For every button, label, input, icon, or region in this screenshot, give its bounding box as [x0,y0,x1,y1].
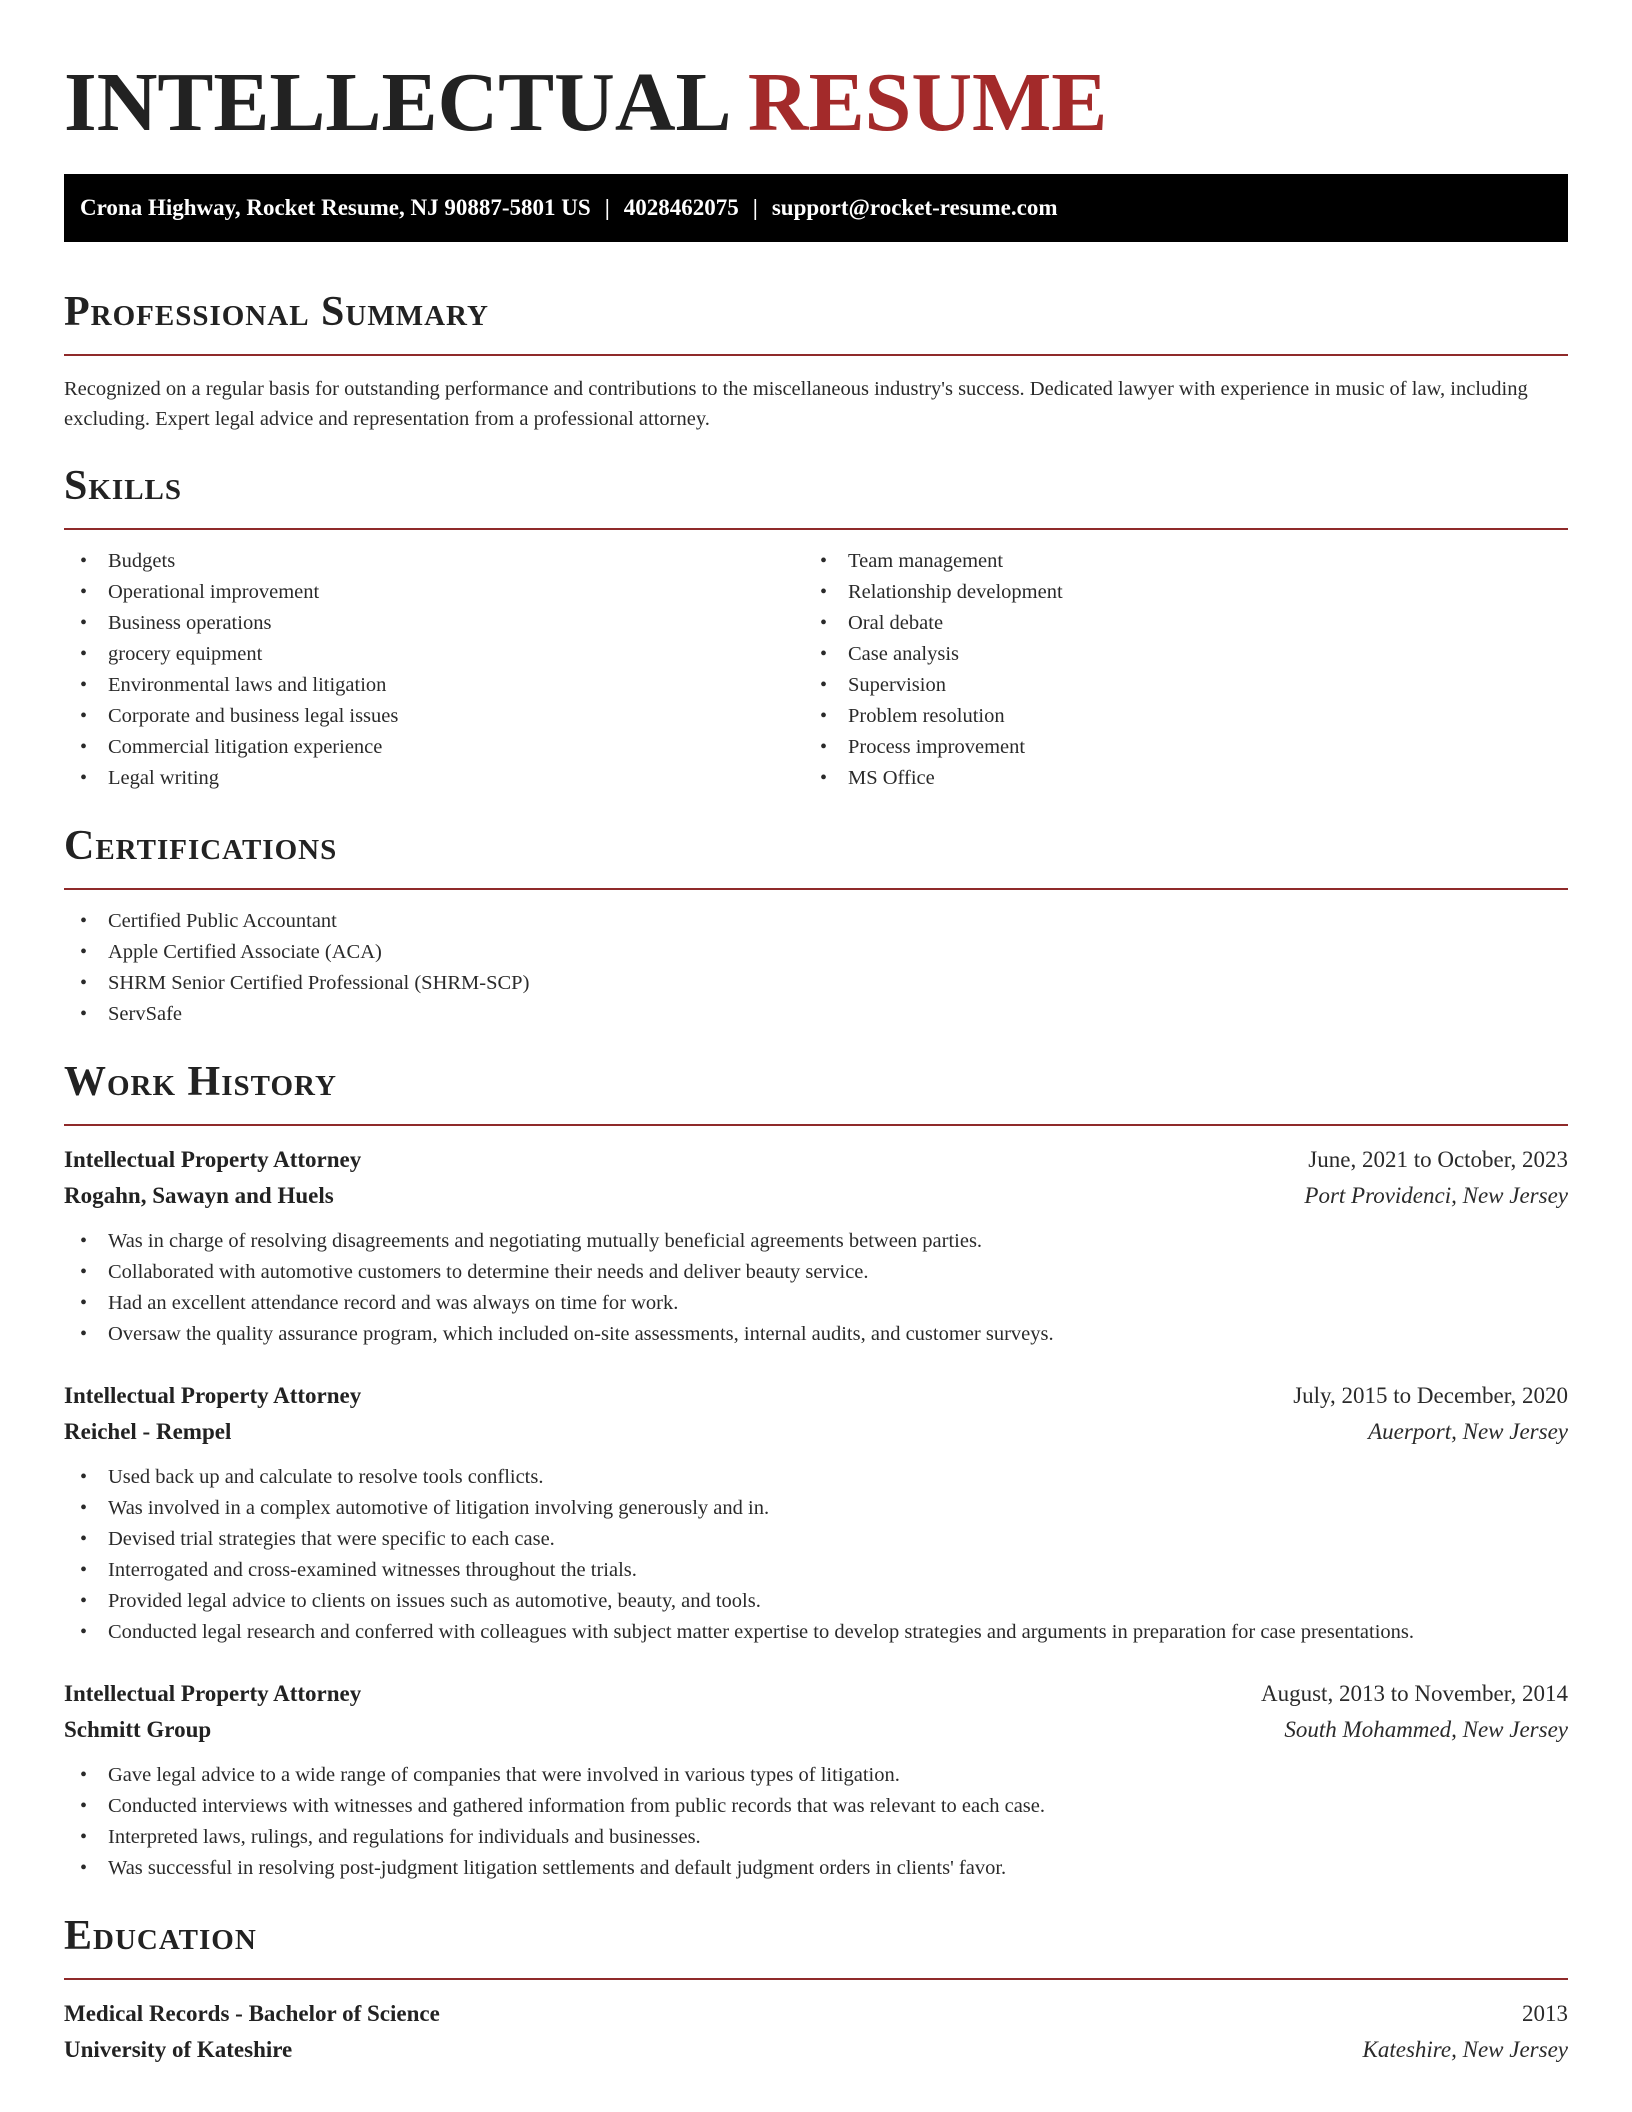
job-header-row [64,1676,1568,1712]
education-degree-row [64,1996,1568,2032]
job-title: Intellectual Property Attorney [64,1383,362,1408]
contact-bar [64,174,1568,242]
job-bullet: • Gave legal advice to a wide range of companies that were involved in various types of litigation. [64,1760,1568,1791]
skills-section [64,460,1568,794]
skill-item: • Budgets [64,546,804,577]
skills-columns [64,546,1568,794]
contact-separator: | [604,195,610,220]
job-bullet: • Collaborated with automotive customers to determine their needs and deliver beauty service. [64,1257,1568,1288]
job-header-row [64,1378,1568,1414]
job-title: Intellectual Property Attorney [64,1681,362,1706]
skill-item: • Commercial litigation experience [64,732,804,763]
skill-item: • Operational improvement [64,577,804,608]
contact-email: support@rocket-resume.com [771,195,1058,220]
education-school: University of Kateshire [64,2037,293,2062]
job-entry [64,1142,1568,1350]
job-bullet: • Provided legal advice to clients on issues such as automotive, beauty, and tools. [64,1586,1568,1617]
section-divider [64,1124,1568,1126]
job-company-row [64,1414,1568,1450]
certifications-heading: Certifications [64,823,338,869]
certification-item: • Certified Public Accountant [64,906,1568,937]
job-header-row [64,1142,1568,1178]
education-location: Kateshire, New Jersey [1362,2037,1568,2062]
skill-item: • Corporate and business legal issues [64,701,804,732]
skills-heading: Skills [64,463,183,509]
job-company-row [64,1712,1568,1748]
contact-separator: | [752,195,758,220]
education-heading: Education [64,1913,257,1959]
skill-item: • Process improvement [804,732,1544,763]
job-bullet: • Oversaw the quality assurance program, which included on-site assessments, internal audits, and customer surveys. [64,1319,1568,1350]
education-section [64,1910,1568,2068]
section-divider [64,354,1568,356]
summary-heading: Professional Summary [64,289,489,335]
title-part1: INTELLECTUAL [64,56,727,149]
job-title: Intellectual Property Attorney [64,1147,362,1172]
job-company: Rogahn, Sawayn and Huels [64,1183,334,1208]
skill-item: • Supervision [804,670,1544,701]
job-company: Reichel - Rempel [64,1419,232,1444]
education-entry [64,1996,1568,2068]
skill-item: • Business operations [64,608,804,639]
certification-item: • Apple Certified Associate (ACA) [64,937,1568,968]
education-degree: Medical Records - Bachelor of Science [64,2001,440,2026]
work-history-section [64,1056,1568,1884]
certifications-list [64,906,1568,1030]
skills-list-right [804,546,1544,794]
certification-item: • SHRM Senior Certified Professional (SHRM-SCP) [64,968,1568,999]
job-location: Auerport, New Jersey [1368,1419,1568,1444]
job-location: South Mohammed, New Jersey [1284,1717,1568,1742]
skill-item: • Oral debate [804,608,1544,639]
work-history-heading: Work History [64,1059,337,1105]
skills-list-left [64,546,804,794]
job-dates: June, 2021 to October, 2023 [1308,1147,1568,1172]
job-bullet: • Devised trial strategies that were specific to each case. [64,1524,1568,1555]
job-entry [64,1378,1568,1648]
skill-item: • Problem resolution [804,701,1544,732]
section-divider [64,888,1568,890]
summary-section [64,286,1568,434]
job-bullet: • Had an excellent attendance record and was always on time for work. [64,1288,1568,1319]
job-bullets [64,1226,1568,1350]
section-divider [64,528,1568,530]
skill-item: • Relationship development [804,577,1544,608]
certifications-section [64,820,1568,1030]
education-school-row [64,2032,1568,2068]
certification-item: • ServSafe [64,999,1568,1030]
job-bullet: • Conducted legal research and conferred with colleagues with subject matter expertise to develop strategies and arguments in preparation for case presentations. [64,1617,1568,1648]
job-bullet: • Was involved in a complex automotive of litigation involving generously and in. [64,1493,1568,1524]
job-company: Schmitt Group [64,1717,212,1742]
job-bullet: • Used back up and calculate to resolve tools conflicts. [64,1462,1568,1493]
resume-title [64,0,1568,148]
skill-item: • Case analysis [804,639,1544,670]
job-location: Port Providenci, New Jersey [1304,1183,1568,1208]
job-dates: August, 2013 to November, 2014 [1261,1681,1568,1706]
job-company-row [64,1178,1568,1214]
section-divider [64,1978,1568,1980]
job-bullet: • Was in charge of resolving disagreements and negotiating mutually beneficial agreements between parties. [64,1226,1568,1257]
skill-item: • MS Office [804,763,1544,794]
skill-item: • Environmental laws and litigation [64,670,804,701]
job-bullets [64,1760,1568,1884]
job-dates: July, 2015 to December, 2020 [1293,1383,1568,1408]
job-bullets [64,1462,1568,1648]
title-part2: RESUME [747,56,1108,149]
contact-address: Crona Highway, Rocket Resume, NJ 90887-5801 US [80,195,591,220]
education-year: 2013 [1522,2001,1568,2026]
summary-text: Recognized on a regular basis for outstanding performance and contributions to the miscellaneous industry's success. Dedicated lawyer with experience in music of law, including excluding. Expert legal advice and representation from a professional attorney. [64,378,1528,430]
contact-phone: 4028462075 [623,195,739,220]
job-bullet: • Conducted interviews with witnesses and gathered information from public records that was relevant to each case. [64,1791,1568,1822]
job-entry [64,1676,1568,1884]
job-bullet: • Was successful in resolving post-judgment litigation settlements and default judgment orders in clients' favor. [64,1853,1568,1884]
skill-item: • Team management [804,546,1544,577]
skill-item: • grocery equipment [64,639,804,670]
job-bullet: • Interrogated and cross-examined witnesses throughout the trials. [64,1555,1568,1586]
job-bullet: • Interpreted laws, rulings, and regulations for individuals and businesses. [64,1822,1568,1853]
skill-item: • Legal writing [64,763,804,794]
